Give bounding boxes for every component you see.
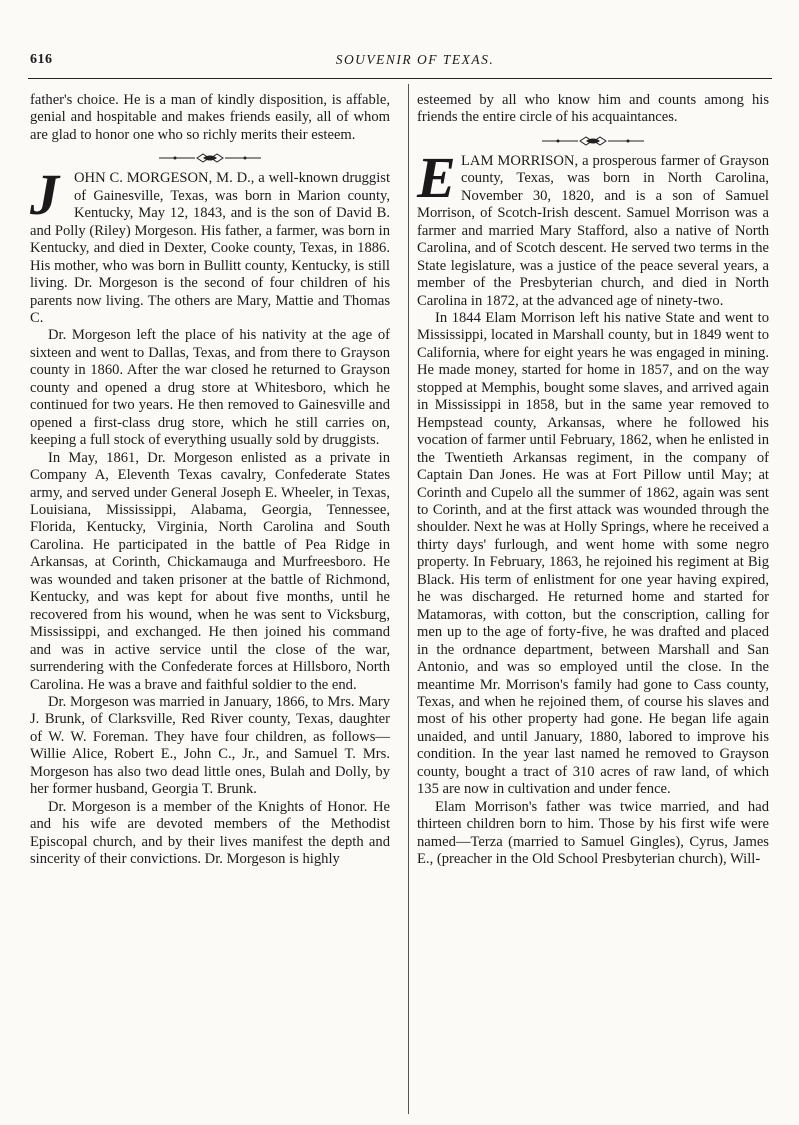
- header-rule: [28, 78, 772, 79]
- ornament-icon: [155, 153, 265, 163]
- drop-cap: [417, 144, 456, 210]
- right-column: [417, 92, 769, 868]
- paragraph: esteemed by all who know him and counts among his friends the entire circle of his acquaintances.: [417, 92, 769, 126]
- ornament-divider: [30, 151, 390, 163]
- paragraph: Elam Morrison's father was twice married, and had thirteen children born to him. Those by his first wife were named—Terza (married to Samuel Gingles), Cyrus, James E., (preacher in the Old School Presbyterian church), Will-: [417, 798, 769, 868]
- paragraph: In May, 1861, Dr. Morgeson enlisted as a private in Company A, Eleventh Texas cavalry, Confederate States army, and served under General Joseph E. Wheeler, in Texas, Louisiana, Mississippi, Alabama, Georgia, Tennessee, Florida, Kentucky, Virginia, North Carolina and South Carolina. He participated in the battle of Pea Ridge in Arkansas, at Corinth, Chickamauga and Murfreesboro. He was wounded and taken prisoner at the battle of Richmond, Kentucky, and was kept for about five months, until he recovered from his wound, when he was sent to Vicksburg, Mississippi, and exchanged. He then joined his command and was in active service until the close of the war, surrendering with the Confederate forces at Hillsboro, North Carolina. He was a brave and faithful soldier to the end.: [30, 449, 390, 693]
- drop-cap-letter: E: [417, 144, 456, 210]
- page-header: [30, 52, 770, 74]
- drop-cap-letter: J: [30, 162, 59, 228]
- paragraph-morgeson-intro: [30, 162, 390, 327]
- running-head: SOUVENIR OF TEXAS.: [335, 52, 495, 67]
- column-divider: [408, 84, 409, 1114]
- paragraph: Dr. Morgeson left the place of his nativity at the age of sixteen and went to Dallas, Texas, and from there to Grayson county in 1860. After the war closed he returned to Grayson county and opened a drug store at Whitesboro, which he continued for two years. He then removed to Gainesville and opened a first-class drug store, which he still carries on, keeping a full stock of everything usually sold by druggists.: [30, 327, 390, 449]
- drop-cap: [30, 162, 68, 228]
- paragraph-text: LAM MORRISON, a prosperous farmer of Grayson county, Texas, was born in North Carolina, November 30, 1820, and is a son of Samuel Morrison, of Scotch-Irish descent. Samuel Morrison was a farmer and married Mary Stafford, also a native of North Carolina, and of Scotch descent. He served two terms in the State legislature, was a justice of the peace several years, a member of the Presbyterian church, and died in North Carolina in 1872, at the advanced age of ninety-two.: [417, 152, 769, 309]
- ornament-divider: [417, 134, 769, 146]
- paragraph: Dr. Morgeson was married in January, 1866, to Mrs. Mary J. Brunk, of Clarksville, Red River county, Texas, daughter of W. W. Foreman. They have four children, as follows—Willie Alice, Robert E., John C., Jr., and Samuel T. Mrs. Morgeson has also two dead little ones, Bulah and Dolly, by her former husband, Georgia T. Brunk.: [30, 693, 390, 798]
- left-column: [30, 92, 390, 868]
- page-number: 616: [30, 52, 53, 67]
- paragraph-text: OHN C. MORGESON, M. D., a well-known druggist of Gainesville, Texas, was born in Marion county, Kentucky, May 12, 1843, and is the son of David B. and Polly (Riley) Morgeson. His father, a farmer, was born in Kentucky, and died in Dexter, Cooke county, Texas, in 1886. His mother, who was born in Bullitt county, Kentucky, is still living. Dr. Morgeson is the second of four children of his parents now living. The others are Mary, Mattie and Thomas C.: [30, 170, 390, 326]
- paragraph: father's choice. He is a man of kindly disposition, is affable, genial and hospitable and makes friends easily, all of whom are glad to honor one who so richly merits their esteem.: [30, 92, 390, 143]
- ornament-icon: [538, 136, 648, 146]
- paragraph-morrison-intro: [417, 144, 769, 310]
- paragraph: Dr. Morgeson is a member of the Knights of Honor. He and his wife are devoted members of the Methodist Episcopal church, and by their lives manifest the depth and sincerity of their convictions. Dr. Morgeson is highly: [30, 798, 390, 868]
- paragraph: In 1844 Elam Morrison left his native State and went to Mississippi, located in Marshall county, but in 1849 went to California, where for eight years he was engaged in mining. He made money, started for home in 1857, and on the way stopped at Memphis, bought some slaves, and arrived again in Mississippi in 1858, but in the same year removed to Hempstead county, Arkansas, where he followed his vocation of farmer until February, 1862, when he enlisted in the Twentieth Arkansas regiment, in the company of Captain Dan Jones. He was at Fort Pillow until May; at Corinth and Cupelo all the summer of 1862, again was sent to Corinth, and at the first attack was wounded through the shoulder. Next he was at Holly Springs, where he received a thirty days' furlough, and went home with some negro property. In February, 1863, he rejoined his regiment at Big Black. His term of enlistment for one year having expired, he was discharged. He returned home and started for Matamoras, with cotton, but the conscription, calling for men up to the age of forty-five, he was drafted and placed in the ordnance department, between Marshall and San Antonio, and was so employed until the close. In the meantime Mr. Morrison's family had gone to Cass county, Texas, and when he rejoined them, of course his slaves and most of his other property had gone. He began life again unaided, and until January, 1880, labored to improve his condition. In the year last named he removed to Grayson county, bought a tract of 310 acres of raw land, of which 135 are now in cultivation and under fence.: [417, 309, 769, 798]
